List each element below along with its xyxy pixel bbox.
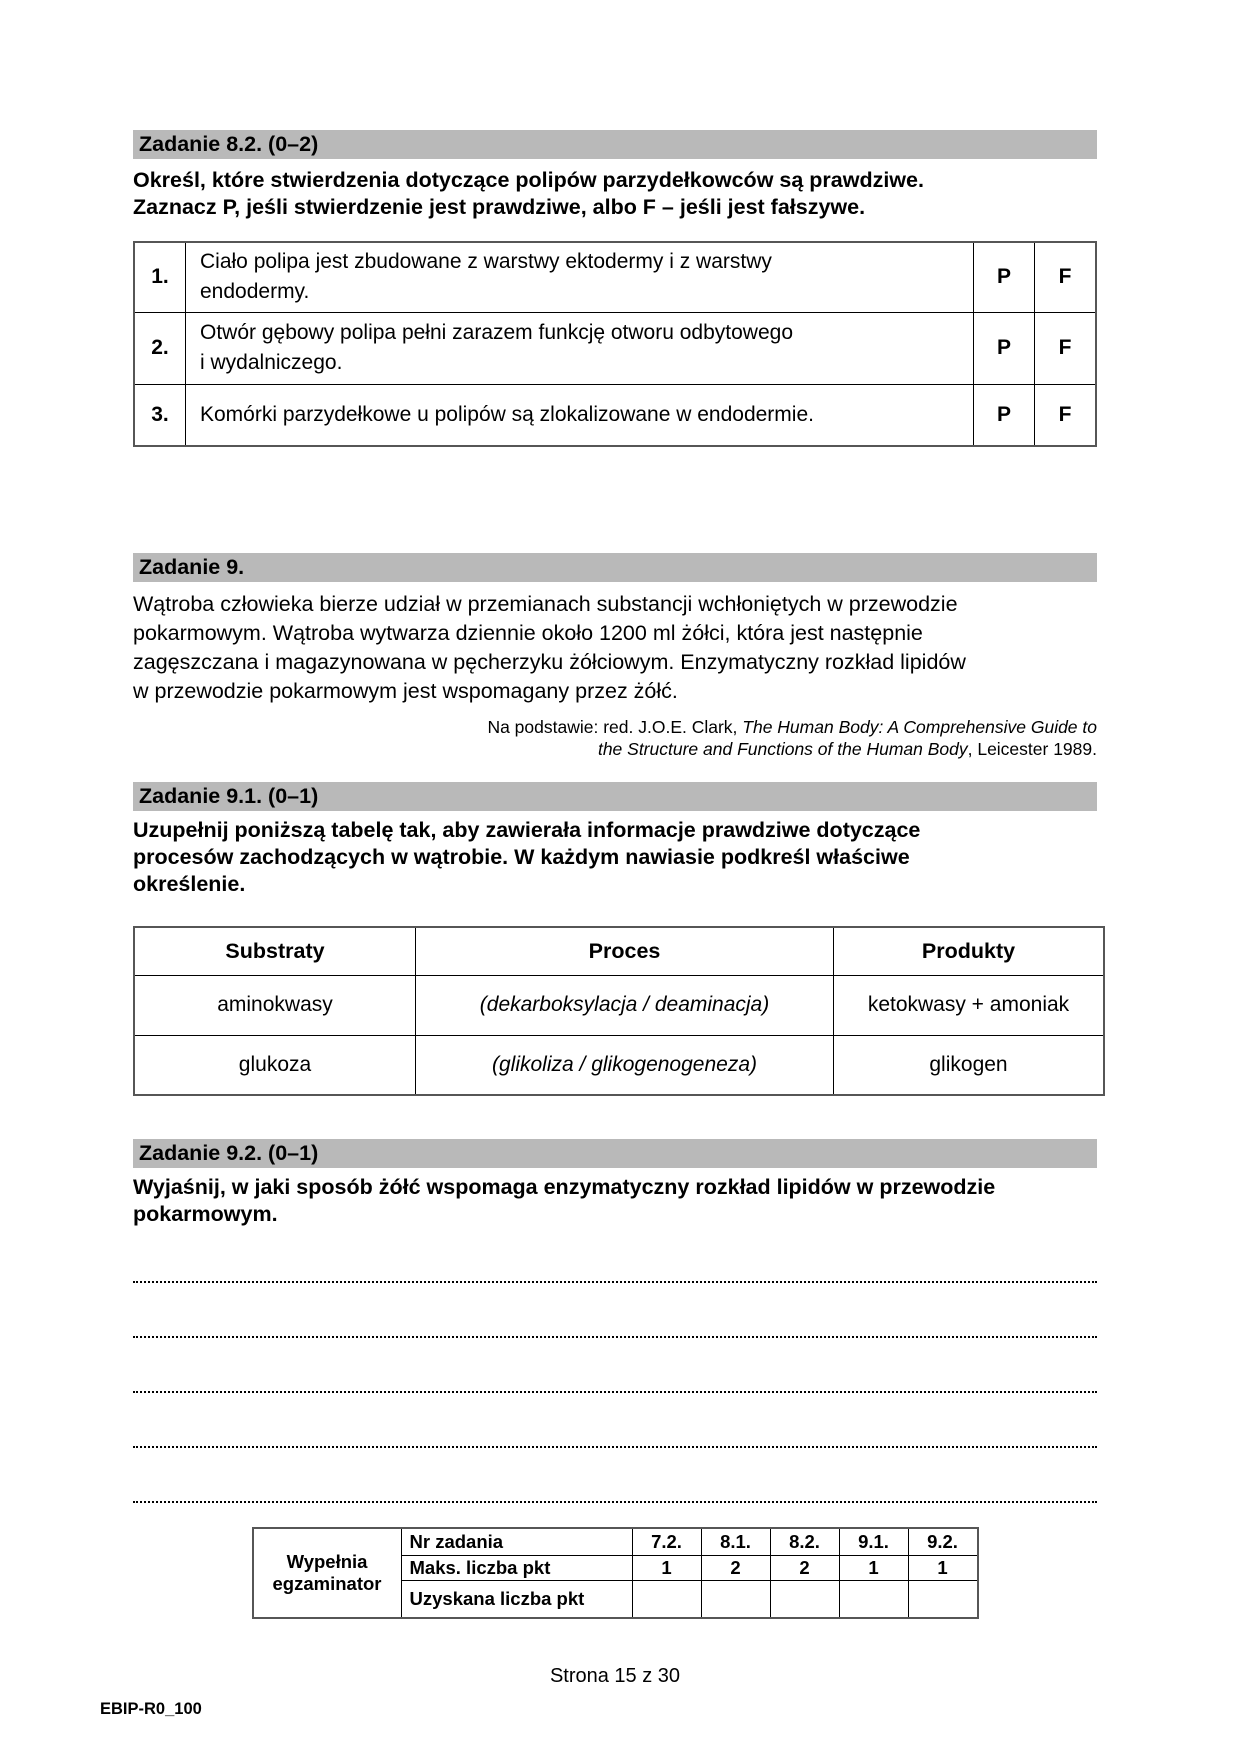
source-attribution	[133, 716, 1097, 760]
examiner-label-line: egzaminator	[272, 1573, 382, 1594]
task-number-cell: 8.1.	[701, 1528, 770, 1555]
column-header-products: Produkty	[834, 927, 1105, 975]
row-label-max-points: Maks. liczba pkt	[401, 1555, 632, 1580]
substrate-cell: aminokwasy	[134, 975, 416, 1035]
product-cell: glikogen	[834, 1035, 1105, 1095]
table-row	[134, 975, 1104, 1035]
answer-line[interactable]	[133, 1338, 1097, 1393]
statement-line: Komórki parzydełkowe u polipów są zlokalizowane w endodermie.	[200, 402, 814, 426]
process-choice-cell[interactable]: (dekarboksylacja / deaminacja)	[416, 975, 834, 1035]
paragraph-line: Wątroba człowieka bierze udział w przemianach substancji wchłoniętych w przewodzie	[133, 592, 958, 616]
row-label-task-number: Nr zadania	[401, 1528, 632, 1555]
instruction-line: Wyjaśnij, w jaki sposób żółć wspomaga enzymatyczny rozkład lipidów w przewodzie	[133, 1175, 996, 1199]
answer-line[interactable]	[133, 1393, 1097, 1448]
statement-number: 3.	[134, 384, 186, 446]
p-choice-cell[interactable]: P	[974, 384, 1035, 446]
instruction-line: procesów zachodzących w wątrobie. W każdym nawiasie podkreśl właściwe	[133, 845, 910, 869]
true-false-table	[133, 241, 1097, 447]
product-cell: ketokwasy + amoniak	[834, 975, 1105, 1035]
task-9-1-header: Zadanie 9.1. (0–1)	[133, 782, 1097, 811]
max-points-cell: 1	[839, 1555, 908, 1580]
source-title-part1: The Human Body: A Comprehensive Guide to	[742, 717, 1097, 737]
max-points-cell: 2	[701, 1555, 770, 1580]
task-number-cell: 8.2.	[770, 1528, 839, 1555]
instruction-line: Zaznacz P, jeśli stwierdzenie jest prawdziwe, albo F – jeśli jest fałszywe.	[133, 195, 866, 219]
substrate-cell: glukoza	[134, 1035, 416, 1095]
source-line	[133, 716, 1097, 738]
liver-process-table	[133, 926, 1105, 1096]
task-9-2-header: Zadanie 9.2. (0–1)	[133, 1139, 1097, 1168]
earned-points-cell	[632, 1580, 701, 1618]
source-title-part2: the Structure and Functions of the Human Body	[597, 739, 968, 759]
statement-text	[186, 384, 974, 446]
source-prefix: Na podstawie: red. J.O.E. Clark,	[487, 717, 743, 737]
f-choice-cell[interactable]: F	[1035, 242, 1097, 312]
earned-points-cell	[770, 1580, 839, 1618]
source-suffix: , Leicester 1989.	[967, 739, 1097, 759]
table-row	[134, 384, 1096, 446]
page-number: Strona 15 z 30	[549, 1665, 681, 1687]
exam-sheet-code: EBIP-R0_100	[100, 1700, 202, 1718]
table-row	[134, 312, 1096, 384]
statement-text	[186, 312, 974, 384]
p-choice-cell[interactable]: P	[974, 312, 1035, 384]
earned-points-cell	[839, 1580, 908, 1618]
task-9-header: Zadanie 9.	[133, 553, 1097, 582]
answer-line[interactable]	[133, 1448, 1097, 1503]
answer-line[interactable]	[133, 1283, 1097, 1338]
column-header-process: Proces	[416, 927, 834, 975]
statement-number: 1.	[134, 242, 186, 312]
earned-points-cell	[908, 1580, 978, 1618]
task-9-1-instruction	[133, 817, 1097, 898]
statement-line: Ciało polipa jest zbudowane z warstwy ektodermy i z warstwy	[200, 250, 772, 274]
examiner-label-cell	[253, 1528, 402, 1618]
task-8-2-instruction	[133, 167, 1097, 221]
statement-text	[186, 242, 974, 312]
table-row	[134, 1035, 1104, 1095]
process-choice-cell[interactable]: (glikoliza / glikogenogeneza)	[416, 1035, 834, 1095]
row-label-earned-points: Uzyskana liczba pkt	[401, 1580, 632, 1618]
task-9-2-instruction	[133, 1174, 1097, 1228]
statement-line: i wydalniczego.	[200, 351, 343, 374]
f-choice-cell[interactable]: F	[1035, 312, 1097, 384]
answer-area	[133, 1228, 1097, 1503]
instruction-line: Określ, które stwierdzenia dotyczące polipów parzydełkowców są prawdziwe.	[133, 168, 924, 192]
instruction-line: Uzupełnij poniższą tabelę tak, aby zawierała informacje prawdziwe dotyczące	[133, 818, 921, 842]
answer-line[interactable]	[133, 1228, 1097, 1283]
p-choice-cell[interactable]: P	[974, 242, 1035, 312]
max-points-cell: 1	[908, 1555, 978, 1580]
table-row	[134, 242, 1096, 312]
paragraph-line: zagęszczana i magazynowana w pęcherzyku żółciowym. Enzymatyczny rozkład lipidów	[133, 650, 966, 674]
source-line	[133, 738, 1097, 760]
earned-points-cell	[701, 1580, 770, 1618]
statement-number: 2.	[134, 312, 186, 384]
examiner-score-table	[252, 1527, 979, 1619]
f-choice-cell[interactable]: F	[1035, 384, 1097, 446]
task-number-cell: 9.1.	[839, 1528, 908, 1555]
max-points-cell: 2	[770, 1555, 839, 1580]
table-header-row	[134, 927, 1104, 975]
task-number-cell: 9.2.	[908, 1528, 978, 1555]
paragraph-line: pokarmowym. Wątroba wytwarza dziennie około 1200 ml żółci, która jest następnie	[133, 621, 923, 645]
task-number-cell: 7.2.	[632, 1528, 701, 1555]
task-9-paragraph	[133, 590, 1097, 706]
statement-line: Otwór gębowy polipa pełni zarazem funkcję otworu odbytowego	[200, 321, 793, 344]
instruction-line: określenie.	[133, 872, 246, 896]
instruction-line: pokarmowym.	[133, 1202, 278, 1226]
table-row	[253, 1528, 978, 1555]
paragraph-line: w przewodzie pokarmowym jest wspomagany przez żółć.	[133, 679, 678, 703]
examiner-label-line: Wypełnia	[286, 1551, 368, 1572]
column-header-substrates: Substraty	[134, 927, 416, 975]
max-points-cell: 1	[632, 1555, 701, 1580]
task-8-2-header: Zadanie 8.2. (0–2)	[133, 130, 1097, 159]
statement-line: endodermy.	[200, 280, 310, 304]
